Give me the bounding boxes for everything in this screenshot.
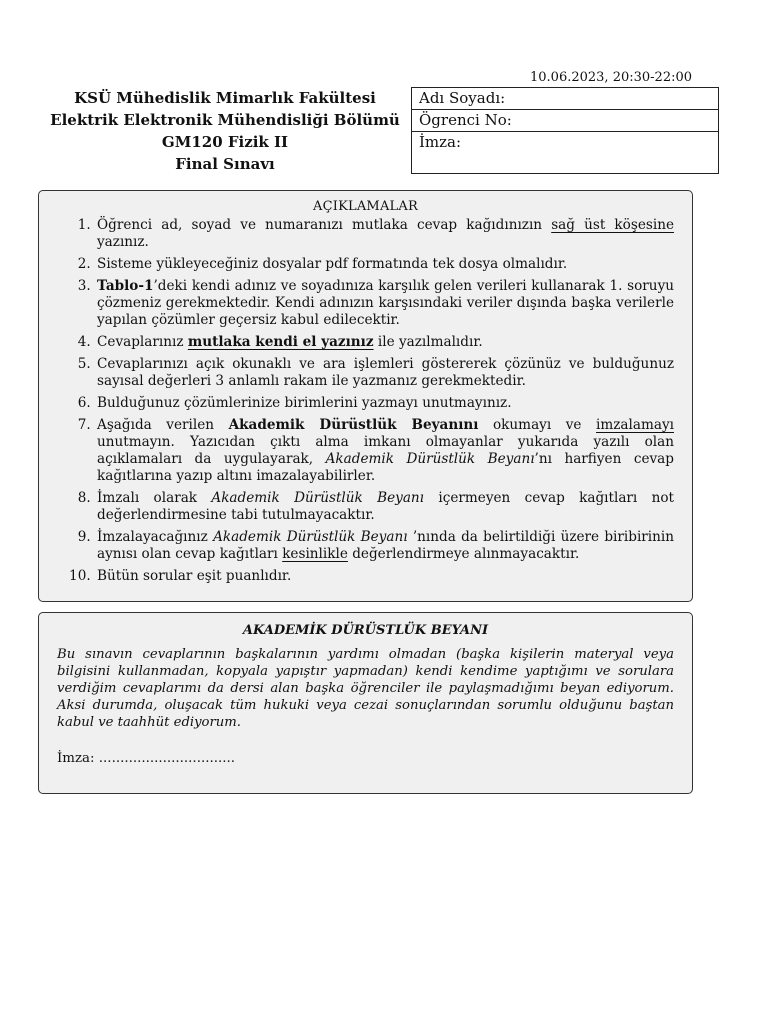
- instruction-item: 8. İmzalı olarak Akademik Dürüstlük Beyanı içermeyen cevap kağıtları not değerlendirmesine tabi tutulmayacaktır.: [95, 490, 674, 524]
- instructions-panel: [38, 190, 693, 602]
- student-number-field-label[interactable]: Ögrenci No:: [412, 110, 718, 132]
- instruction-item: 5. Cevaplarınızı açık okunaklı ve ara işlemleri göstererek çözünüz ve bulduğunuz sayısal değerleri 3 anlamlı rakam ile yazmanız gerekmektedir.: [95, 356, 674, 390]
- instructions-title: AÇIKLAMALAR: [313, 199, 418, 214]
- exam-name: Final Sınavı: [175, 155, 275, 173]
- exam-date-time: 10.06.2023, 20:30-22:00: [530, 70, 693, 85]
- instruction-item: 6. Bulduğunuz çözümlerinize birimlerini yazmayı unutmayınız.: [95, 395, 674, 412]
- faculty-name: KSÜ Mühedislik Mimarlık Fakültesi: [74, 89, 376, 107]
- instruction-item: 3. Tablo-1’deki kendi adınız ve soyadınıza karşılık gelen verileri kullanarak 1. soruyu çözmeniz gerekmektedir. Kendi adınızın karşısındaki veriler dışında başka verilerle yapılan çözümler geçersiz kabul edilecektir.: [95, 278, 674, 329]
- instructions-list: [39, 217, 692, 585]
- course-name: GM120 Fizik II: [161, 133, 289, 151]
- declaration-title: AKADEMİK DÜRÜSTLÜK BEYANI: [242, 623, 489, 638]
- instruction-item: 2. Sisteme yükleyeceğiniz dosyalar pdf formatında tek dosya olmalıdır.: [95, 256, 674, 273]
- instruction-item: 10. Bütün sorular eşit puanlıdır.: [95, 568, 674, 585]
- academic-honesty-panel: [38, 612, 693, 794]
- signature-field-label[interactable]: İmza:: [419, 133, 462, 151]
- name-field-label[interactable]: Adı Soyadı:: [412, 88, 718, 110]
- instruction-item: 4. Cevaplarınız mutlaka kendi el yazınız ile yazılmalıdır.: [95, 334, 674, 351]
- department-name: Elektrik Elektronik Mühendisliği Bölümü: [50, 111, 400, 129]
- declaration-text: Bu sınavın cevaplarının başkalarının yardımı olmadan (başka kişilerin materyal veya bilgisini kullanmadan, kopyala yapıştır yapmadan) kendi kendime yaptığımı ve sorulara verdiğim cevaplarımı da dersi alan başka öğrenciler ile paylaşmadığımı beyan ediyorum. Aksi durumda, oluşacak tüm hukuki veya cezai sonuçlarından sorumlu olduğunu baştan kabul ve taahhüt ediyorum.: [57, 647, 674, 730]
- instruction-item: 7. Aşağıda verilen Akademik Dürüstlük Beyanını okumayı ve imzalamayı unutmayın. Yazıcıdan çıktı alma imkanı olmayanlar yukarıda yazılı olan açıklamaları da uygulayarak, Akademik Dürüstlük Beyanı’nı harfiyen cevap kağıtlarına yazıp altını imazalayabilirler.: [95, 417, 674, 485]
- instruction-item: 9. İmzalayacağınız Akademik Dürüstlük Beyanı ’nında da belirtildiği üzere biribirinin aynısı olan cevap kağıtları kesinlikle değerlendirmeye alınmayacaktır.: [95, 529, 674, 563]
- exam-header: [40, 87, 410, 175]
- declaration-signature-line[interactable]: İmza: ................................: [57, 751, 236, 766]
- instruction-item: 1. Öğrenci ad, soyad ve numaranızı mutlaka cevap kağıdınızın sağ üst köşesine yazınız.: [95, 217, 674, 251]
- student-id-box: [411, 87, 719, 174]
